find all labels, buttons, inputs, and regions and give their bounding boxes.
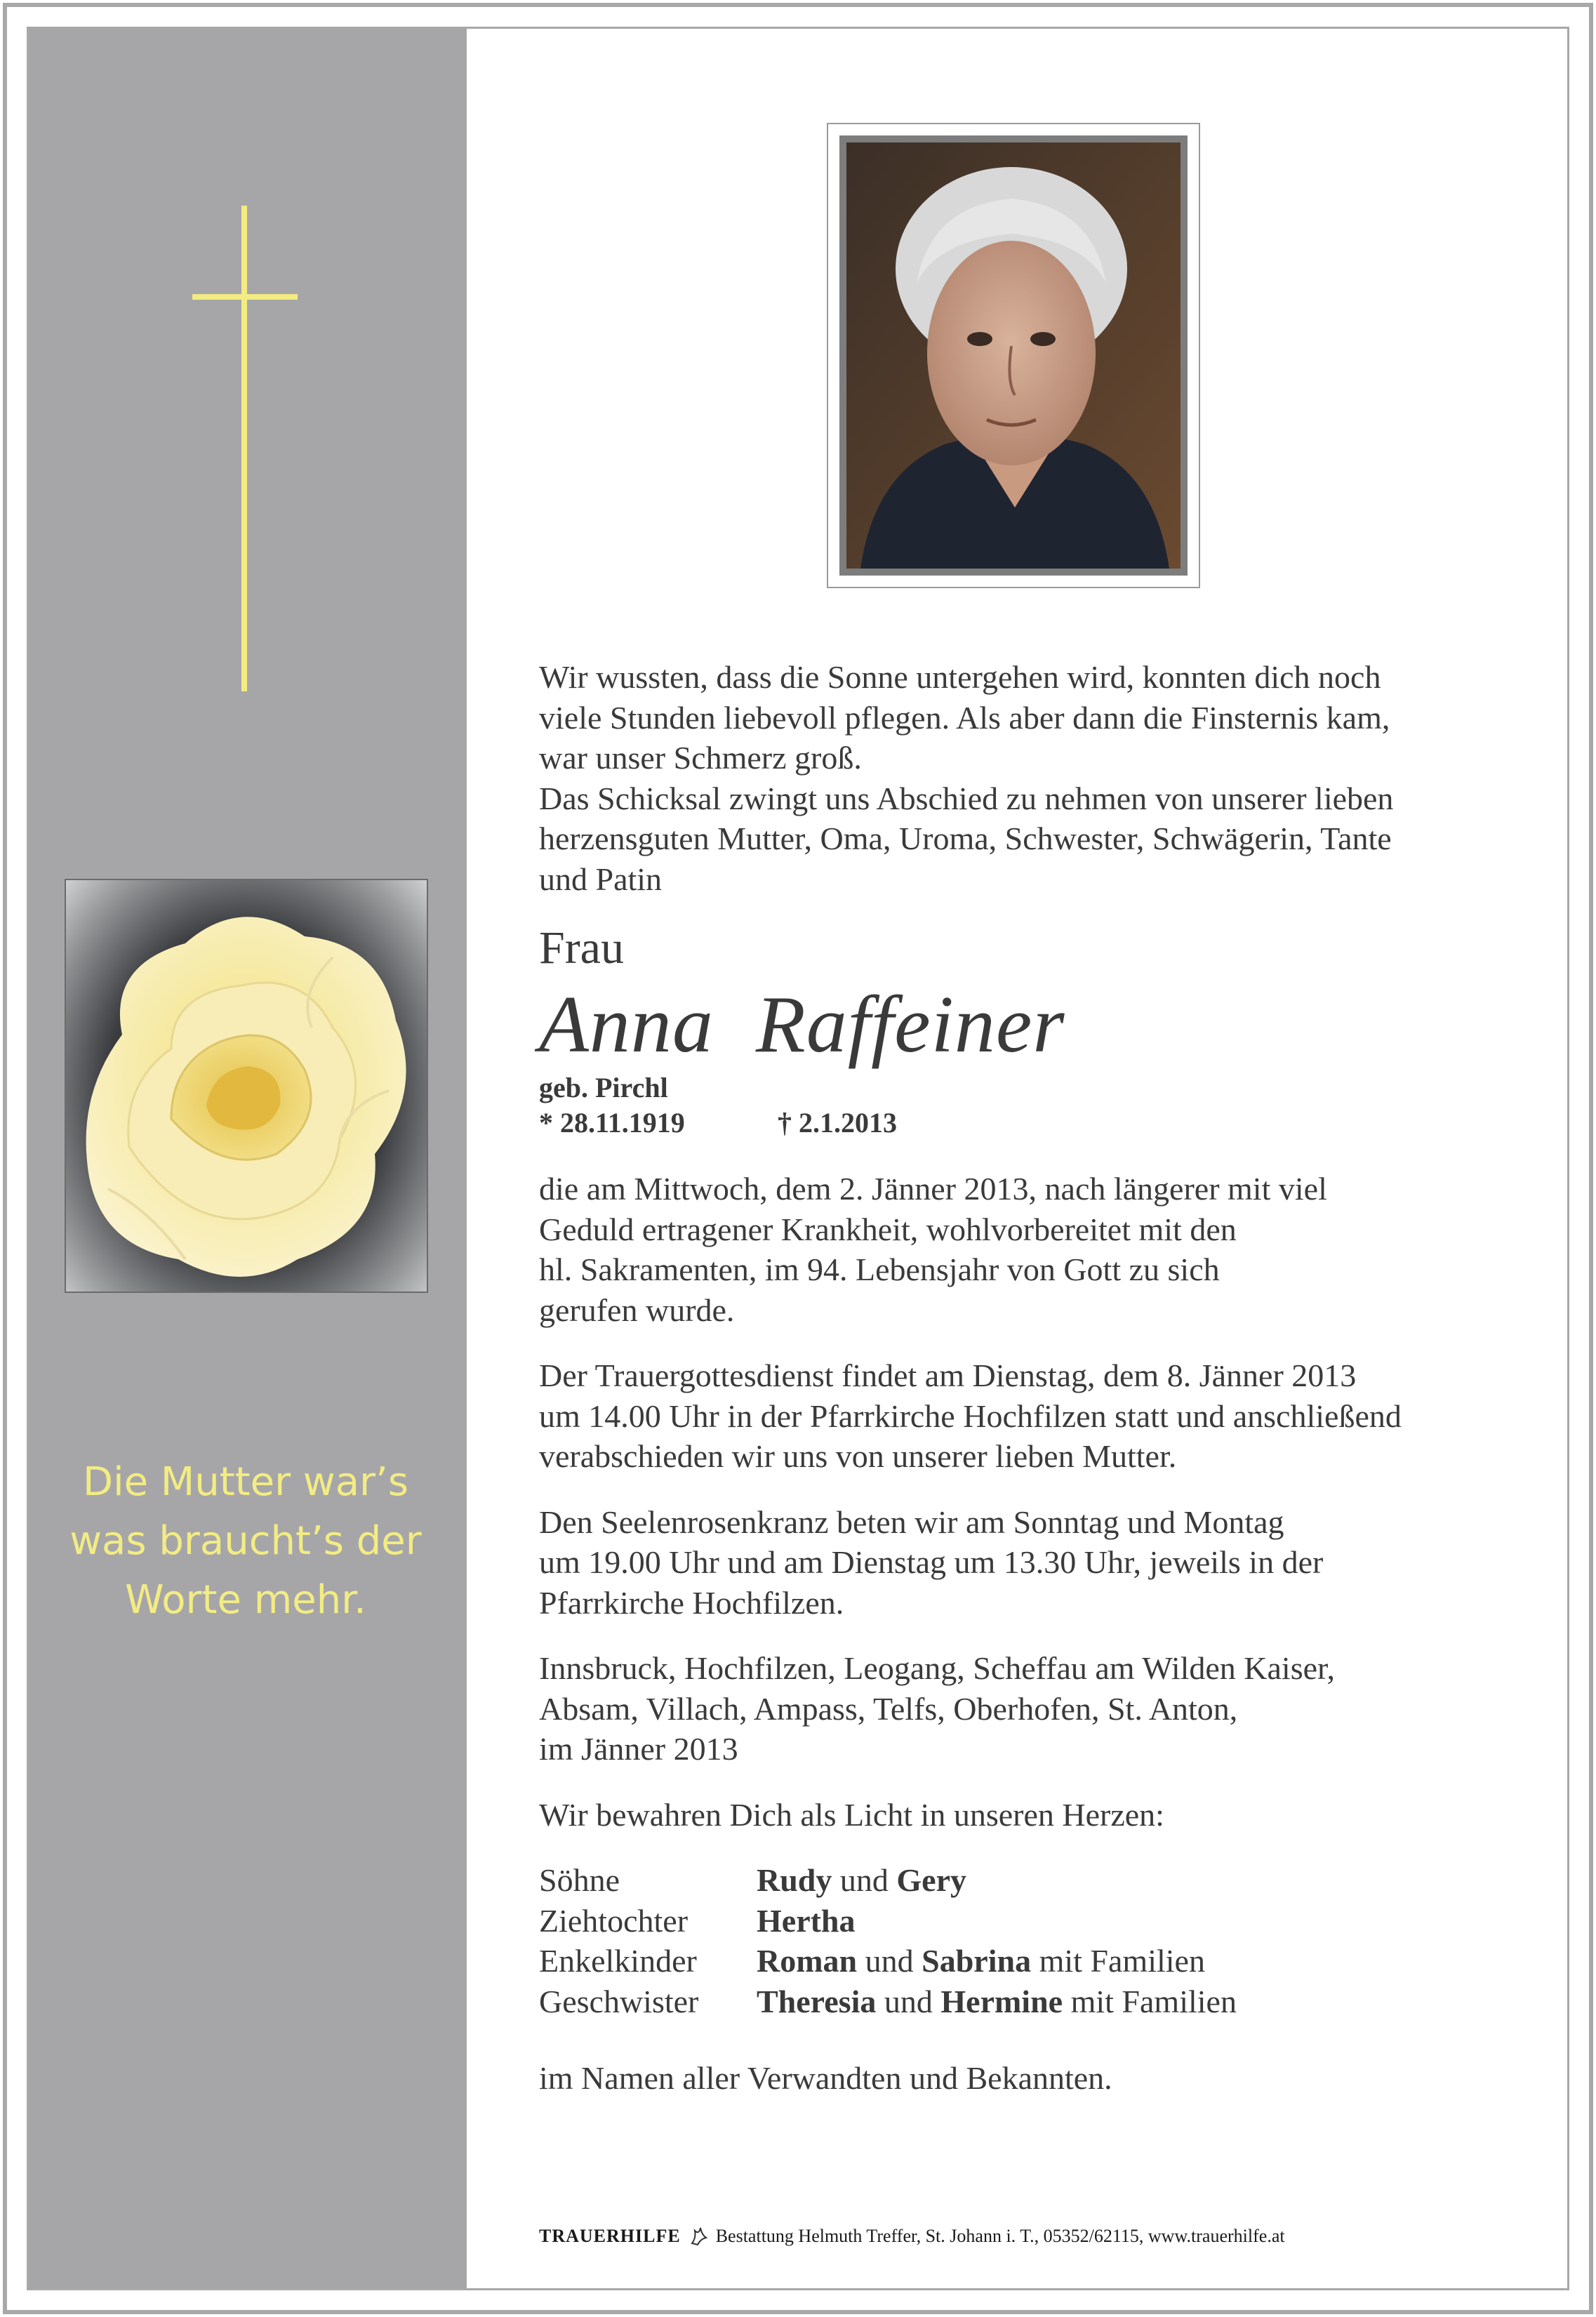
quote-line: Worte mehr. [125, 1577, 366, 1623]
family-names [757, 1901, 1536, 1941]
family-relation: Geschwister [539, 1983, 699, 2019]
birth-date: * 28.11.1919 [539, 1107, 685, 1138]
text-line: war unser Schmerz groß. [539, 740, 862, 776]
sidebar-quote [42, 1453, 449, 1630]
text-line: um 14.00 Uhr in der Pfarrkirche Hochfilzen statt und anschließend [539, 1397, 1402, 1434]
rose-icon [66, 880, 428, 1293]
family-joiner: und [832, 1862, 897, 1898]
family-member-name: Roman [757, 1943, 858, 1979]
funeral-paragraph [539, 1355, 1536, 1477]
family-relation: Söhne [539, 1862, 620, 1898]
footer [539, 2225, 1285, 2248]
family-member-name: Hermine [940, 1983, 1063, 2019]
family-names [757, 1941, 1536, 1981]
rosary-paragraph [539, 1502, 1536, 1624]
remembrance-line: Wir bewahren Dich als Licht in unseren Herzen: [539, 1796, 1164, 1833]
footer-text: Bestattung Helmuth Treffer, St. Johann i. T., 05352/62115, www.trauerhilfe.at [715, 2226, 1285, 2246]
death-notice-paragraph [539, 1169, 1536, 1330]
text-line: Wir wussten, dass die Sonne untergehen wird, konnten dich noch [539, 659, 1381, 695]
text-line: gerufen wurde. [539, 1292, 735, 1328]
family-member-name: Rudy [757, 1862, 832, 1898]
family-suffix: mit Familien [1031, 1943, 1205, 1979]
death-date: † 2.1.2013 [778, 1107, 897, 1138]
text-line: Den Seelenrosenkranz beten wir am Sonntag und Montag [539, 1503, 1284, 1540]
text-line: im Jänner 2013 [539, 1731, 738, 1767]
family-relation: Enkelkinder [539, 1943, 697, 1979]
dove-icon [689, 2225, 709, 2248]
footer-brand: TRAUERHILFE [539, 2226, 681, 2246]
family-suffix: mit Familien [1063, 1983, 1237, 2019]
maiden-name: geb. Pirchl [539, 1072, 668, 1103]
text-line: hl. Sakramenten, im 94. Lebensjahr von Gott zu sich [539, 1252, 1220, 1287]
text-line: Das Schicksal zwingt uns Abschied zu nehmen von unserer lieben [539, 780, 1394, 816]
family-member-name: Gery [896, 1862, 967, 1898]
cross-icon [192, 206, 298, 691]
intro-paragraph [539, 657, 1536, 899]
places-paragraph [539, 1648, 1536, 1770]
family-names [757, 1981, 1536, 2022]
text-line: Innsbruck, Hochfilzen, Leogang, Scheffau am Wilden Kaiser, [539, 1650, 1336, 1686]
text-line: verabschieden wir uns von unserer lieben Mutter. [539, 1438, 1177, 1474]
family-joiner: und [857, 1943, 922, 1979]
portrait-icon [846, 142, 1181, 569]
life-dates [539, 1106, 1536, 1141]
family-member-name: Theresia [757, 1983, 877, 2019]
text-line: herzensguten Mutter, Oma, Uroma, Schwester, Schwägerin, Tante [539, 821, 1392, 856]
family-joiner: und [876, 1983, 941, 2019]
text-line: Geduld ertragener Krankheit, wohlvorbereitet mit den [539, 1211, 1237, 1247]
portrait-frame [827, 123, 1200, 588]
rose-image [65, 879, 428, 1293]
family-member-name: Hertha [757, 1902, 856, 1939]
family-names [757, 1860, 1536, 1901]
family-member-name: Sabrina [922, 1943, 1032, 1979]
text-line: und Patin [539, 861, 663, 897]
quote-line: Die Mutter war’s [82, 1459, 409, 1505]
family-relation: Ziehtochter [539, 1902, 689, 1939]
portrait-photo [839, 135, 1188, 576]
text-line: die am Mittwoch, dem 2. Jänner 2013, nach längerer mit viel [539, 1171, 1327, 1207]
text-line: um 19.00 Uhr und am Dienstag um 13.30 Uhr, jeweils in der [539, 1544, 1324, 1580]
text-line: Der Trauergottesdienst findet am Dienstag, dem 8. Jänner 2013 [539, 1357, 1357, 1393]
obituary-text [539, 657, 1536, 2099]
deceased-name: Anna Raffeiner [539, 980, 1065, 1070]
text-line: viele Stunden liebevoll pflegen. Als aber dann die Finsternis kam, [539, 699, 1390, 736]
salutation: Frau [539, 922, 624, 974]
quote-line: was braucht’s der [69, 1518, 422, 1564]
closing-line: im Namen aller Verwandten und Bekannten. [539, 2060, 1112, 2096]
text-line: Pfarrkirche Hochfilzen. [539, 1584, 844, 1621]
family-list [539, 1860, 1536, 2021]
text-line: Absam, Villach, Ampass, Telfs, Oberhofen, St. Anton, [539, 1690, 1238, 1727]
